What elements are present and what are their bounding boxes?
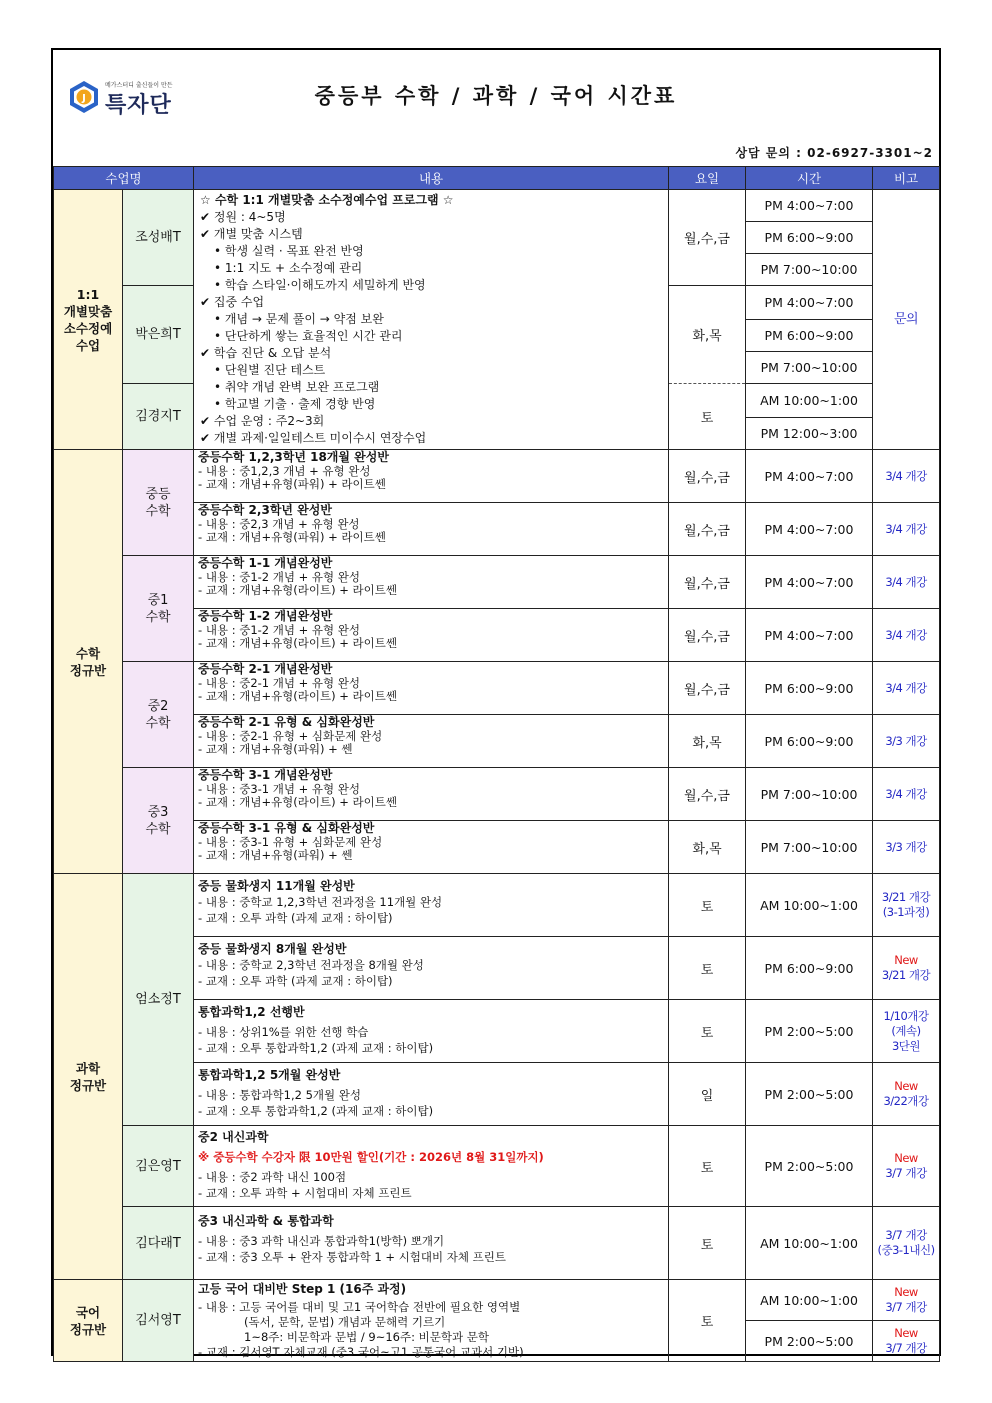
table-row xyxy=(54,450,940,503)
day-cell: 화,목 xyxy=(669,821,746,874)
note-cell: 3/21 개강 (3-1과정) xyxy=(873,874,940,937)
class-detail: - 내용 : 중1-2 개념 + 유형 완성 xyxy=(198,622,361,637)
class-content xyxy=(194,662,669,715)
class-title: 통합과학1,2 5개월 완성반 xyxy=(198,1068,341,1082)
math-subgroup: 중등 수학 xyxy=(123,450,194,556)
class-title: 중등 물화생지 8개월 완성반 xyxy=(198,942,347,956)
content-line: • 학습 스타일·이해도까지 세밀하게 반영 xyxy=(214,278,426,292)
class-content xyxy=(194,503,669,556)
class-detail: - 교재 : 개념+유형(파워) + 라이트쎈 xyxy=(198,530,386,544)
day-cell: 월,수,금 xyxy=(669,556,746,609)
class-content xyxy=(194,1207,669,1280)
category-science: 과학 정규반 xyxy=(54,874,123,1280)
class-title: 중등수학 1-1 개념완성반 xyxy=(198,556,333,570)
note-text: 3/22개강 xyxy=(883,1094,929,1108)
note-cell: 3/4 개강 xyxy=(873,503,940,556)
time-cell: PM 6:00~9:00 xyxy=(746,222,873,254)
time-cell: PM 2:00~5:00 xyxy=(746,1321,873,1362)
category-math: 수학 정규반 xyxy=(54,450,123,874)
class-detail: - 교재 : 오투 통합과학1,2 (과제 교재 : 하이탑) xyxy=(198,1104,434,1118)
time-cell: PM 6:00~9:00 xyxy=(746,662,873,715)
note-text: 3/7 개강 xyxy=(885,1341,927,1355)
timetable-sheet xyxy=(51,48,941,1359)
schedule-table xyxy=(53,166,940,1362)
note-text: 3/7 개강 xyxy=(885,1166,927,1180)
day-cell: 토 xyxy=(669,1000,746,1063)
class-content xyxy=(194,715,669,768)
contact-info: 상담 문의 : 02-6927-3301~2 xyxy=(735,146,933,160)
class-detail: - 교재 : 중3 오투 + 완자 통합과학 1 + 시험대비 자체 프린트 xyxy=(198,1250,506,1264)
class-detail: - 내용 : 상위1%를 위한 선행 학습 xyxy=(198,1025,369,1039)
new-badge: New xyxy=(894,1326,918,1340)
day-cell: 월,수,금 xyxy=(669,450,746,503)
category-korean: 국어 정규반 xyxy=(54,1280,123,1362)
time-cell: PM 4:00~7:00 xyxy=(746,450,873,503)
content-line: • 취약 개념 완벽 보완 프로그램 xyxy=(214,380,380,394)
class-title: 중등수학 2-1 개념완성반 xyxy=(198,662,333,676)
class-detail: - 내용 : 중2,3 개념 + 유형 완성 xyxy=(198,516,360,531)
col-note: 비고 xyxy=(873,167,940,190)
time-cell: PM 6:00~9:00 xyxy=(746,320,873,352)
day-cell: 화,목 xyxy=(669,286,746,384)
day-cell: 월,수,금 xyxy=(669,662,746,715)
day-cell: 일 xyxy=(669,1063,746,1126)
math-subgroup: 중1 수학 xyxy=(123,556,194,662)
time-cell: PM 4:00~7:00 xyxy=(746,609,873,662)
class-detail: - 교재 : 오투 과학 (과제 교재 : 하이탑) xyxy=(198,974,393,988)
header xyxy=(53,50,939,166)
class-detail: - 내용 : 고등 국어를 대비 및 고1 국어학습 전반에 필요한 영역별 xyxy=(198,1300,521,1314)
class-content xyxy=(194,1000,669,1063)
day-cell: 화,목 xyxy=(669,715,746,768)
logo-tagline: 메가스터디 출신들이 만든 xyxy=(105,82,173,89)
day-cell: 토 xyxy=(669,1207,746,1280)
teacher-name: 조성배T xyxy=(123,190,194,286)
class-detail: (독서, 문학, 문법) 개념과 문해력 기르기 xyxy=(244,1315,446,1329)
note-cell xyxy=(873,1321,940,1362)
class-detail: - 내용 : 중학교 1,2,3학년 전과정을 11개월 완성 xyxy=(198,895,443,909)
time-cell: AM 10:00~1:00 xyxy=(746,384,873,418)
table-row xyxy=(54,662,940,715)
class-content xyxy=(194,556,669,609)
class-detail: - 교재 : 오투 과학 + 시험대비 자체 프린트 xyxy=(198,1186,412,1200)
teacher-name: 엄소정T xyxy=(123,874,194,1126)
class-detail: - 교재 : 개념+유형(파워) + 쎈 xyxy=(198,742,353,756)
note-cell xyxy=(873,1126,940,1207)
day-cell: 토 xyxy=(669,1126,746,1207)
table-row xyxy=(54,874,940,937)
note-cell: 3/4 개강 xyxy=(873,609,940,662)
time-cell: PM 2:00~5:00 xyxy=(746,1126,873,1207)
class-title: 고등 국어 대비반 Step 1 (16주 과정) xyxy=(198,1282,407,1296)
class-detail: - 내용 : 중2-1 유형 + 심화문제 완성 xyxy=(198,728,383,743)
one-on-one-content xyxy=(194,190,669,450)
class-title: 중등수학 2,3학년 완성반 xyxy=(198,503,332,517)
class-detail: - 교재 : 김서영T 자체교재 (중3 국어~고1 공통국어 교과서 기반) xyxy=(198,1345,524,1359)
discount-notice: ※ 중등수학 수강자 限 10만원 할인(기간 : 2026년 8월 31일까지) xyxy=(198,1150,544,1164)
time-cell: PM 12:00~3:00 xyxy=(746,418,873,450)
svg-text:J: J xyxy=(82,93,86,104)
class-detail: - 내용 : 중3-1 유형 + 심화문제 완성 xyxy=(198,834,383,849)
note-cell: 3/3 개강 xyxy=(873,821,940,874)
day-cell: 토 xyxy=(669,384,746,450)
day-cell: 토 xyxy=(669,937,746,1000)
time-cell: PM 7:00~10:00 xyxy=(746,768,873,821)
teacher-name: 김경지T xyxy=(123,384,194,450)
class-detail: - 내용 : 중2-1 개념 + 유형 완성 xyxy=(198,675,361,690)
note-cell: 3/7 개강 (중3-1내신) xyxy=(873,1207,940,1280)
note-cell xyxy=(873,937,940,1000)
content-line: ✔ 집중 수업 xyxy=(200,295,265,309)
program-title: ☆ 수학 1:1 개별맞춤 소수정예수업 프로그램 ☆ xyxy=(200,193,454,207)
math-subgroup: 중3 수학 xyxy=(123,768,194,874)
class-detail: - 내용 : 중2 과학 내신 100점 xyxy=(198,1170,347,1184)
day-cell: 월,수,금 xyxy=(669,768,746,821)
col-content: 내용 xyxy=(194,167,669,190)
class-title: 중등수학 3-1 개념완성반 xyxy=(198,768,333,782)
class-title: 통합과학1,2 선행반 xyxy=(198,1005,305,1019)
class-title: 중등수학 2-1 유형 & 심화완성반 xyxy=(198,715,375,729)
time-cell: AM 10:00~1:00 xyxy=(746,874,873,937)
content-line: • 학교별 기출 · 출제 경향 반영 xyxy=(214,397,376,411)
math-subgroup: 중2 수학 xyxy=(123,662,194,768)
content-line: ✔ 학습 진단 & 오답 분석 xyxy=(200,346,332,360)
class-detail: - 교재 : 개념+유형(라이트) + 라이트쎈 xyxy=(198,689,397,703)
time-cell: AM 10:00~1:00 xyxy=(746,1207,873,1280)
time-cell: PM 7:00~10:00 xyxy=(746,821,873,874)
table-row xyxy=(54,1207,940,1280)
time-cell: PM 2:00~5:00 xyxy=(746,1000,873,1063)
class-detail: - 내용 : 중1-2 개념 + 유형 완성 xyxy=(198,569,361,584)
table-row xyxy=(54,768,940,821)
content-line: • 1:1 지도 + 소수정예 관리 xyxy=(214,261,363,275)
note-cell xyxy=(873,1063,940,1126)
day-cell: 토 xyxy=(669,874,746,937)
teacher-name: 김다래T xyxy=(123,1207,194,1280)
content-line: ✔ 수업 운영 : 주2~3회 xyxy=(200,414,325,428)
note-text: 3/21 개강 xyxy=(881,968,931,982)
class-detail: - 교재 : 오투 통합과학1,2 (과제 교재 : 하이탑) xyxy=(198,1041,434,1055)
day-cell: 토 xyxy=(669,1280,746,1362)
class-detail: - 내용 : 중1,2,3 개념 + 유형 완성 xyxy=(198,463,371,478)
note-text: 3/7 개강 xyxy=(885,1300,927,1314)
class-detail: - 교재 : 오투 과학 (과제 교재 : 하이탑) xyxy=(198,911,393,925)
teacher-name: 김서영T xyxy=(123,1280,194,1362)
content-line: • 단단하게 쌓는 효율적인 시간 관리 xyxy=(214,329,403,343)
class-content xyxy=(194,937,669,1000)
time-cell: AM 10:00~1:00 xyxy=(746,1280,873,1321)
class-content xyxy=(194,874,669,937)
content-line: • 단원별 진단 테스트 xyxy=(214,363,326,377)
content-line: ✔ 정원 : 4~5명 xyxy=(200,210,286,224)
content-line: ✔ 개별 과제·일일테스트 미이수시 연장수업 xyxy=(200,431,427,445)
class-content xyxy=(194,609,669,662)
class-detail: - 교재 : 개념+유형(라이트) + 라이트쎈 xyxy=(198,795,397,809)
class-detail: - 내용 : 중3-1 개념 + 유형 완성 xyxy=(198,781,361,796)
table-row xyxy=(54,190,940,222)
class-title: 중2 내신과학 xyxy=(198,1130,269,1144)
class-title: 중등수학 1,2,3학년 18개월 완성반 xyxy=(198,450,389,464)
note-cell: 3/4 개강 xyxy=(873,450,940,503)
time-cell: PM 7:00~10:00 xyxy=(746,254,873,286)
note-cell: 1/10개강 (계속) 3단원 xyxy=(873,1000,940,1063)
class-content xyxy=(194,450,669,503)
time-cell: PM 4:00~7:00 xyxy=(746,190,873,222)
teacher-name: 김은영T xyxy=(123,1126,194,1207)
time-cell: PM 2:00~5:00 xyxy=(746,1063,873,1126)
note-cell xyxy=(873,1280,940,1321)
class-title: 중등수학 1-2 개념완성반 xyxy=(198,609,333,623)
content-line: • 학생 실력 · 목표 완전 반영 xyxy=(214,244,364,258)
col-class-name: 수업명 xyxy=(54,167,194,190)
class-detail: - 내용 : 통합과학1,2 5개월 완성 xyxy=(198,1088,362,1102)
table-row xyxy=(54,556,940,609)
day-cell: 월,수,금 xyxy=(669,609,746,662)
class-content xyxy=(194,1063,669,1126)
table-row xyxy=(54,1280,940,1321)
note-cell: 3/4 개강 xyxy=(873,662,940,715)
category-one-on-one: 1:1 개별맞춤 소수정예 수업 xyxy=(54,190,123,450)
page-title: 중등부 수학 / 과학 / 국어 시간표 xyxy=(314,84,678,108)
content-line: • 개념 → 문제 풀이 → 약점 보완 xyxy=(214,312,384,326)
content-line: ✔ 개별 맞춤 시스템 xyxy=(200,227,303,241)
note-inquiry: 문의 xyxy=(873,190,940,450)
new-badge: New xyxy=(894,1079,918,1093)
class-content xyxy=(194,768,669,821)
new-badge: New xyxy=(894,1285,918,1299)
class-title: 중등 물화생지 11개월 완성반 xyxy=(198,879,355,893)
new-badge: New xyxy=(894,953,918,967)
new-badge: New xyxy=(894,1151,918,1165)
class-detail: - 교재 : 개념+유형(파워) + 라이트쎈 xyxy=(198,477,386,491)
time-cell: PM 7:00~10:00 xyxy=(746,352,873,384)
note-cell: 3/3 개강 xyxy=(873,715,940,768)
class-content xyxy=(194,1126,669,1207)
col-time: 시간 xyxy=(746,167,873,190)
col-day: 요일 xyxy=(669,167,746,190)
time-cell: PM 6:00~9:00 xyxy=(746,937,873,1000)
class-detail: - 내용 : 중학교 2,3학년 전과정을 8개월 완성 xyxy=(198,958,424,972)
table-row xyxy=(54,1126,940,1207)
note-cell: 3/4 개강 xyxy=(873,768,940,821)
table-header-row xyxy=(54,167,940,190)
logo-name: 특자단 xyxy=(105,93,172,118)
day-cell: 월,수,금 xyxy=(669,190,746,286)
class-detail: - 교재 : 개념+유형(라이트) + 라이트쎈 xyxy=(198,636,397,650)
class-title: 중3 내신과학 & 통합과학 xyxy=(198,1214,334,1228)
class-detail: - 내용 : 중3 과학 내신과 통합과학1(방학) 뽀개기 xyxy=(198,1234,445,1248)
class-detail: - 교재 : 개념+유형(라이트) + 라이트쎈 xyxy=(198,583,397,597)
time-cell: PM 6:00~9:00 xyxy=(746,715,873,768)
day-cell: 월,수,금 xyxy=(669,503,746,556)
class-content xyxy=(194,1280,669,1362)
note-cell: 3/4 개강 xyxy=(873,556,940,609)
class-content xyxy=(194,821,669,874)
class-detail: - 교재 : 개념+유형(파워) + 쎈 xyxy=(198,848,353,862)
class-detail: 1~8주: 비문학과 문법 / 9~16주: 비문학과 문학 xyxy=(244,1330,489,1344)
class-title: 중등수학 3-1 유형 & 심화완성반 xyxy=(198,821,375,835)
time-cell: PM 4:00~7:00 xyxy=(746,556,873,609)
time-cell: PM 4:00~7:00 xyxy=(746,286,873,320)
teacher-name: 박은희T xyxy=(123,286,194,384)
time-cell: PM 4:00~7:00 xyxy=(746,503,873,556)
